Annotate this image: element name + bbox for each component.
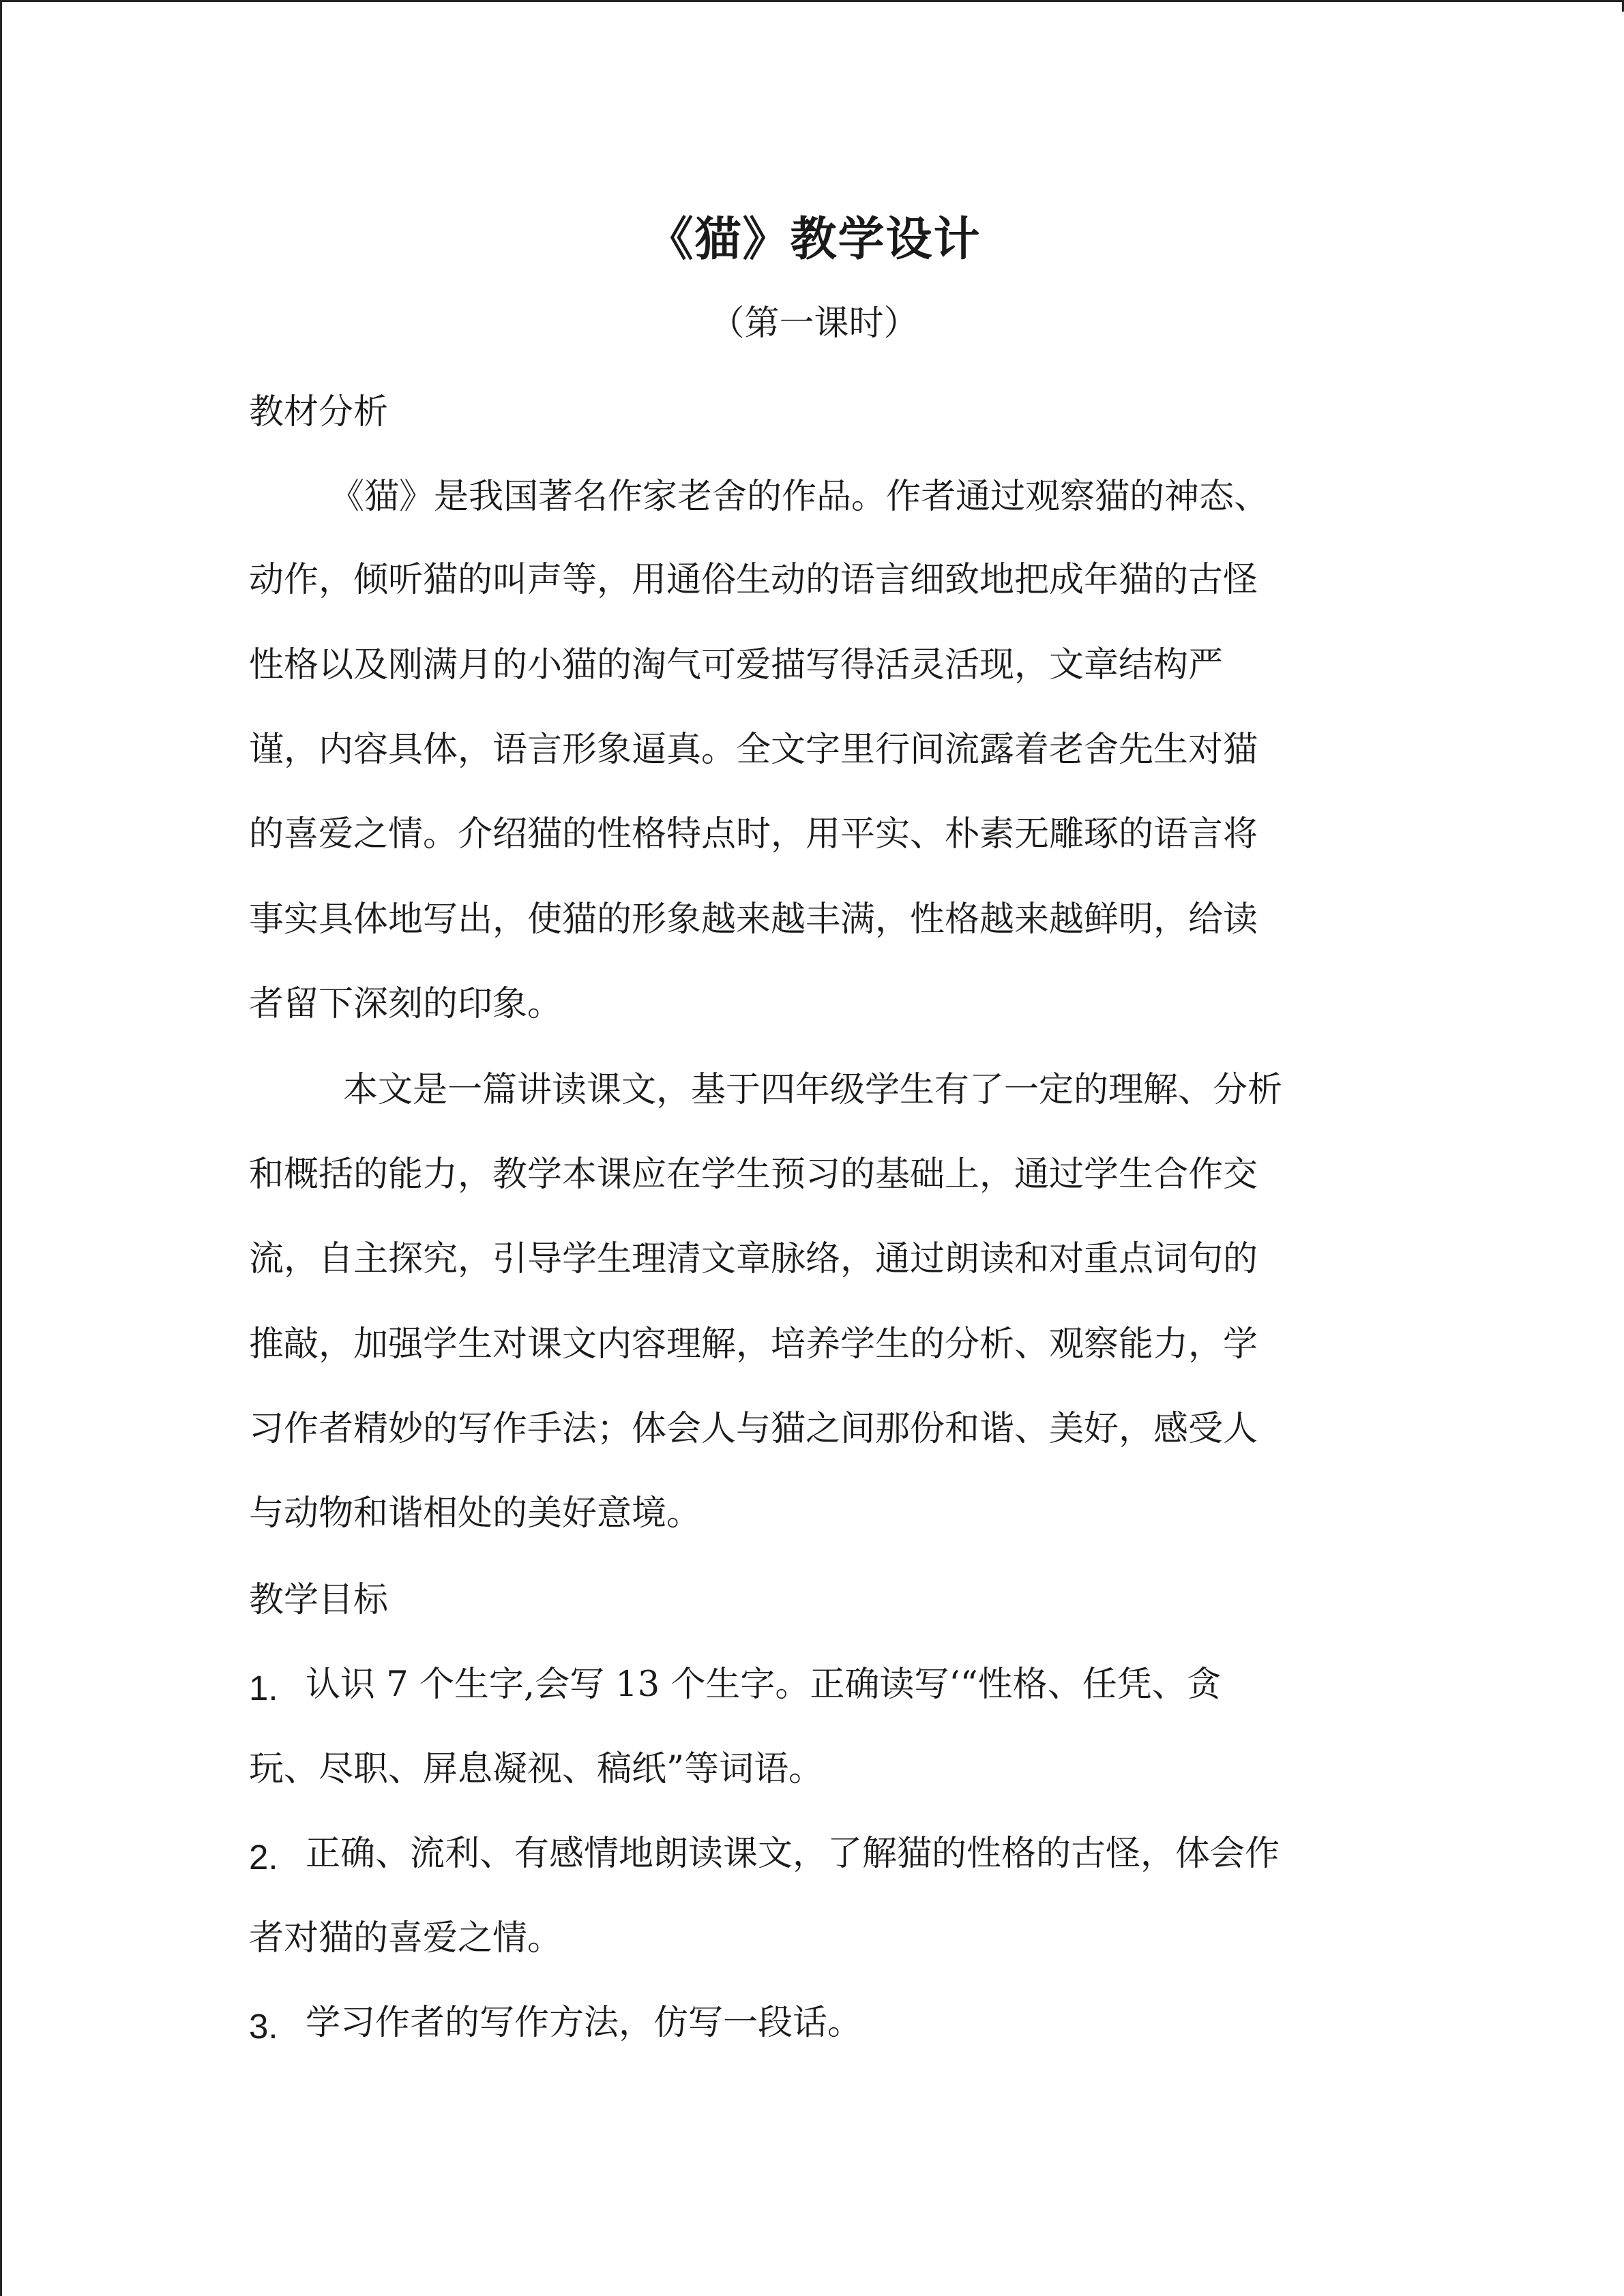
paragraph-line: 流，自主探究，引导学生理清文章脉络，通过朗读和对重点词句的 <box>249 1239 1258 1279</box>
paragraph-line: 与动物和谐相处的美好意境。 <box>249 1493 702 1534</box>
paragraph-line: 推敲，加强学生对课文内容理解，培养学生的分析、观察能力，学 <box>249 1324 1258 1365</box>
goal-line: 玩、尽职、屏息凝视、稿纸”等词语。 <box>249 1749 824 1789</box>
paragraph-line: 性格以及刚满月的小猫的淘气可爱描写得活灵活现，文章结构严 <box>249 645 1224 685</box>
goal-number: 2. <box>249 1838 278 1877</box>
paragraph-line: 谨，内容具体，语言形象逼真。全文字里行间流露着老舍先生对猫 <box>249 730 1258 770</box>
paragraph-line: 的喜爱之情。介绍猫的性格特点时，用平实、朴素无雕琢的语言将 <box>249 814 1258 854</box>
paragraph-line: 本文是一篇讲读课文，基于四年级学生有了一定的理解、分析 <box>343 1070 1283 1110</box>
section-heading-teaching-goals: 教学目标 <box>249 1580 389 1620</box>
paragraph-line: 和概括的能力，教学本课应在学生预习的基础上，通过学生合作交 <box>249 1154 1258 1195</box>
paragraph-line: 动作，倾听猫的叫声等，用通俗生动的语言细致地把成年猫的古怪 <box>249 560 1258 600</box>
goal-number: 3. <box>249 2007 278 2046</box>
paragraph-line: 习作者精妙的写作手法；体会人与猫之间那份和谐、美好，感受人 <box>249 1409 1258 1449</box>
document-subtitle: （第一课时） <box>709 303 919 344</box>
paragraph-line: 者留下深刻的印象。 <box>249 984 563 1024</box>
goal-line: 正确、流利、有感情地朗读课文，了解猫的性格的古怪，体会作 <box>306 1834 1280 1874</box>
goal-line: 认识 7 个生字,会写 13 个生字。正确读写‘“性格、任凭、贪 <box>306 1665 1222 1705</box>
goal-line: 者对猫的喜爱之情。 <box>249 1918 563 1958</box>
paragraph-line: 事实具体地写出，使猫的形象越来越丰满，性格越来越鲜明，给读 <box>249 899 1258 940</box>
paragraph-line: 《猫》是我国著名作家老舍的作品。作者通过观察猫的神态、 <box>329 477 1269 517</box>
document-title: 《猫》教学设计 <box>647 212 981 267</box>
goal-line: 学习作者的写作方法，仿写一段话。 <box>306 2003 863 2043</box>
goal-number: 1. <box>249 1669 278 1708</box>
section-heading-textbook-analysis: 教材分析 <box>249 392 389 432</box>
